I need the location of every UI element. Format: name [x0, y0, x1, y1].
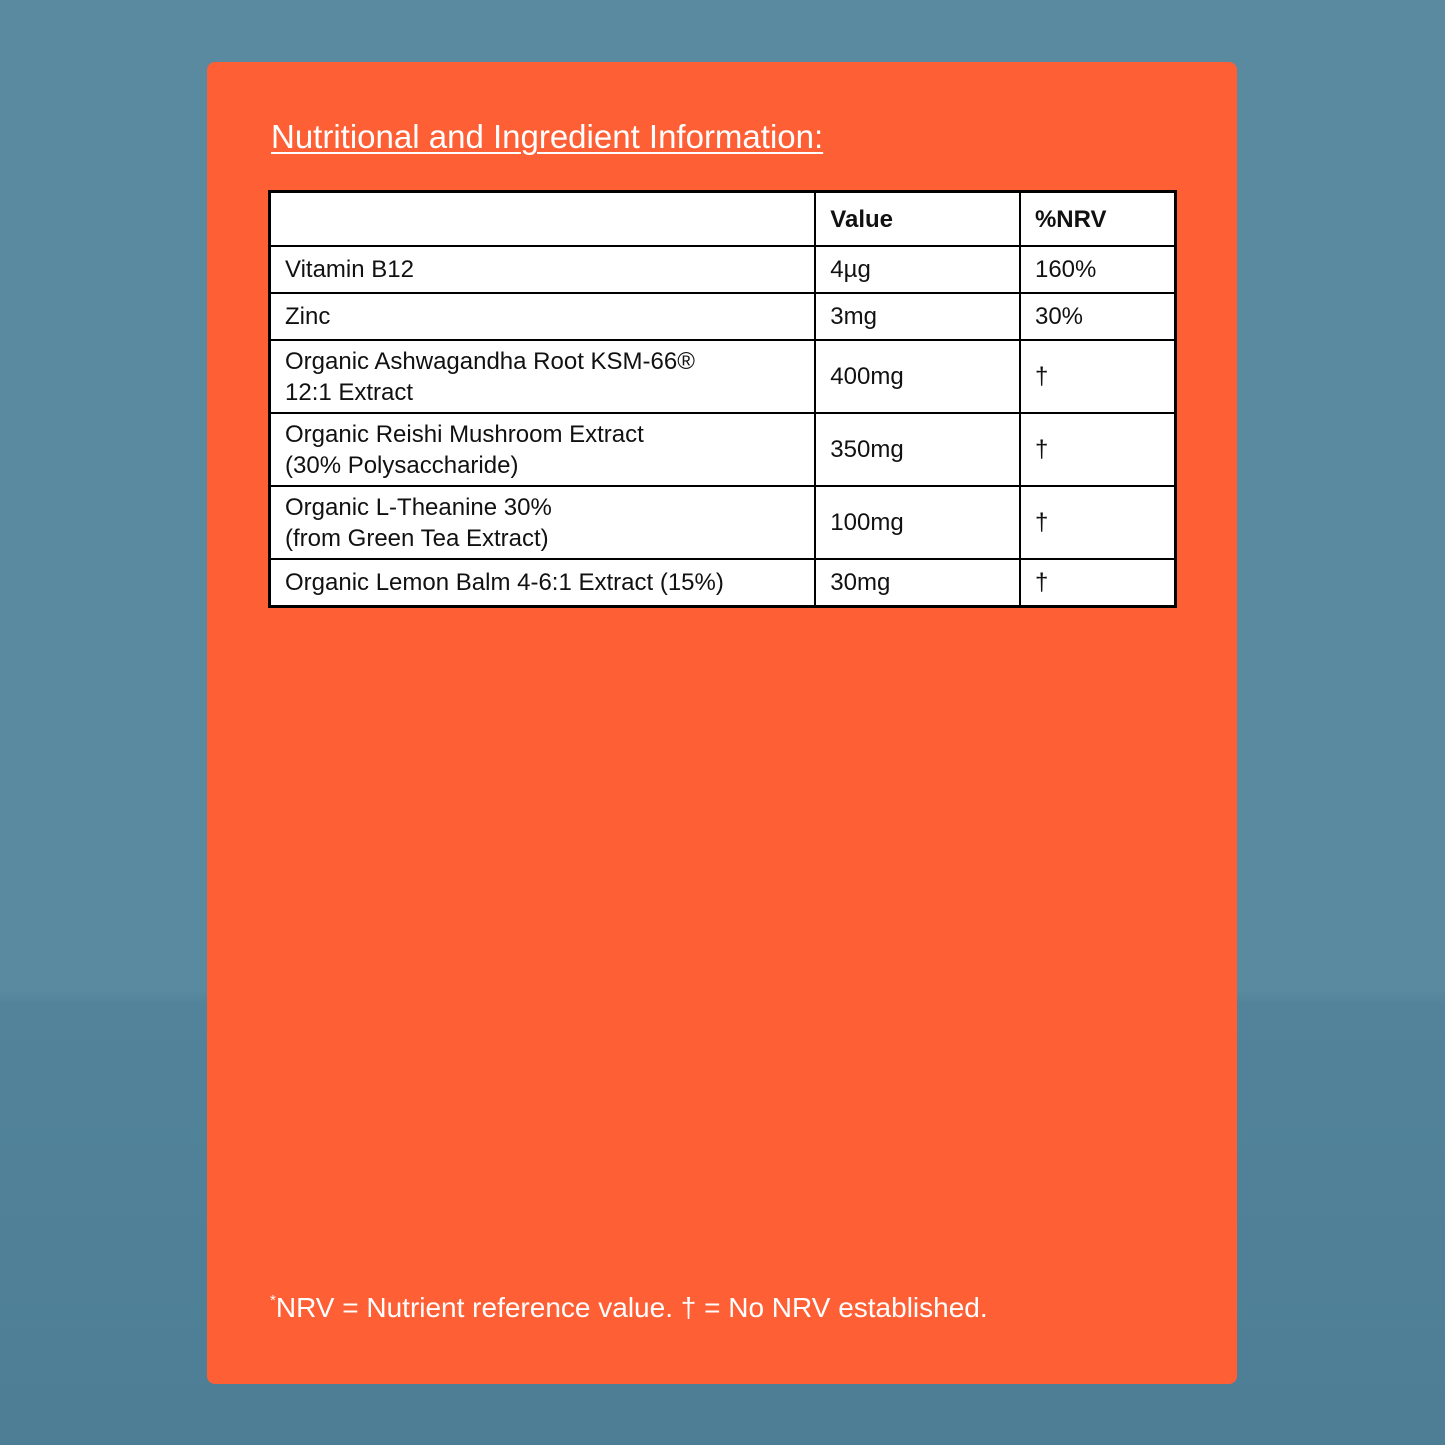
ingredient-name-line1: Vitamin B12 — [285, 256, 414, 283]
footnote — [270, 1292, 988, 1324]
table-row — [270, 246, 1176, 293]
ingredient-name-line2: 12:1 Extract — [285, 378, 414, 406]
page-title: Nutritional and Ingredient Information: — [271, 118, 824, 155]
ingredient-name-line2: (30% Polysaccharide) — [285, 451, 519, 479]
ingredient-value: 100mg — [815, 486, 1020, 559]
ingredient-value: 350mg — [815, 413, 1020, 486]
header-nrv: %NRV — [1020, 192, 1176, 247]
ingredient-name-line1: Organic Ashwagandha Root KSM-66® — [285, 347, 695, 375]
ingredient-name — [270, 559, 816, 607]
ingredient-value: 400mg — [815, 340, 1020, 413]
table-row — [270, 559, 1176, 607]
ingredient-name — [270, 246, 816, 293]
ingredient-name — [270, 413, 816, 486]
ingredient-name — [270, 486, 816, 559]
table-row — [270, 486, 1176, 559]
ingredient-nrv: 30% — [1020, 293, 1176, 340]
ingredient-nrv: † — [1020, 340, 1176, 413]
ingredient-name-line1: Organic Reishi Mushroom Extract — [285, 420, 644, 448]
table-row — [270, 413, 1176, 486]
ingredient-name-line1: Organic L-Theanine 30% — [285, 493, 552, 521]
ingredient-value: 3mg — [815, 293, 1020, 340]
ingredient-value: 30mg — [815, 559, 1020, 607]
ingredient-name — [270, 293, 816, 340]
ingredient-name-line1: Zinc — [285, 303, 331, 330]
header-ingredient — [270, 192, 816, 247]
footnote-text: NRV = Nutrient reference value. † = No NRV established. — [275, 1292, 988, 1323]
ingredient-name-line2: (from Green Tea Extract) — [285, 524, 549, 552]
info-card — [207, 62, 1237, 1384]
footnote-marker: * — [270, 1292, 276, 1309]
ingredient-nrv: † — [1020, 559, 1176, 607]
ingredient-name — [270, 340, 816, 413]
ingredient-nrv: † — [1020, 486, 1176, 559]
ingredient-value: 4µg — [815, 246, 1020, 293]
table-row — [270, 340, 1176, 413]
header-value: Value — [815, 192, 1020, 247]
ingredient-nrv: 160% — [1020, 246, 1176, 293]
table-row — [270, 293, 1176, 340]
nutrition-table — [268, 190, 1177, 608]
ingredient-nrv: † — [1020, 413, 1176, 486]
table-header-row — [270, 192, 1176, 247]
ingredient-name-line1: Organic Lemon Balm 4-6:1 Extract (15%) — [285, 569, 724, 596]
